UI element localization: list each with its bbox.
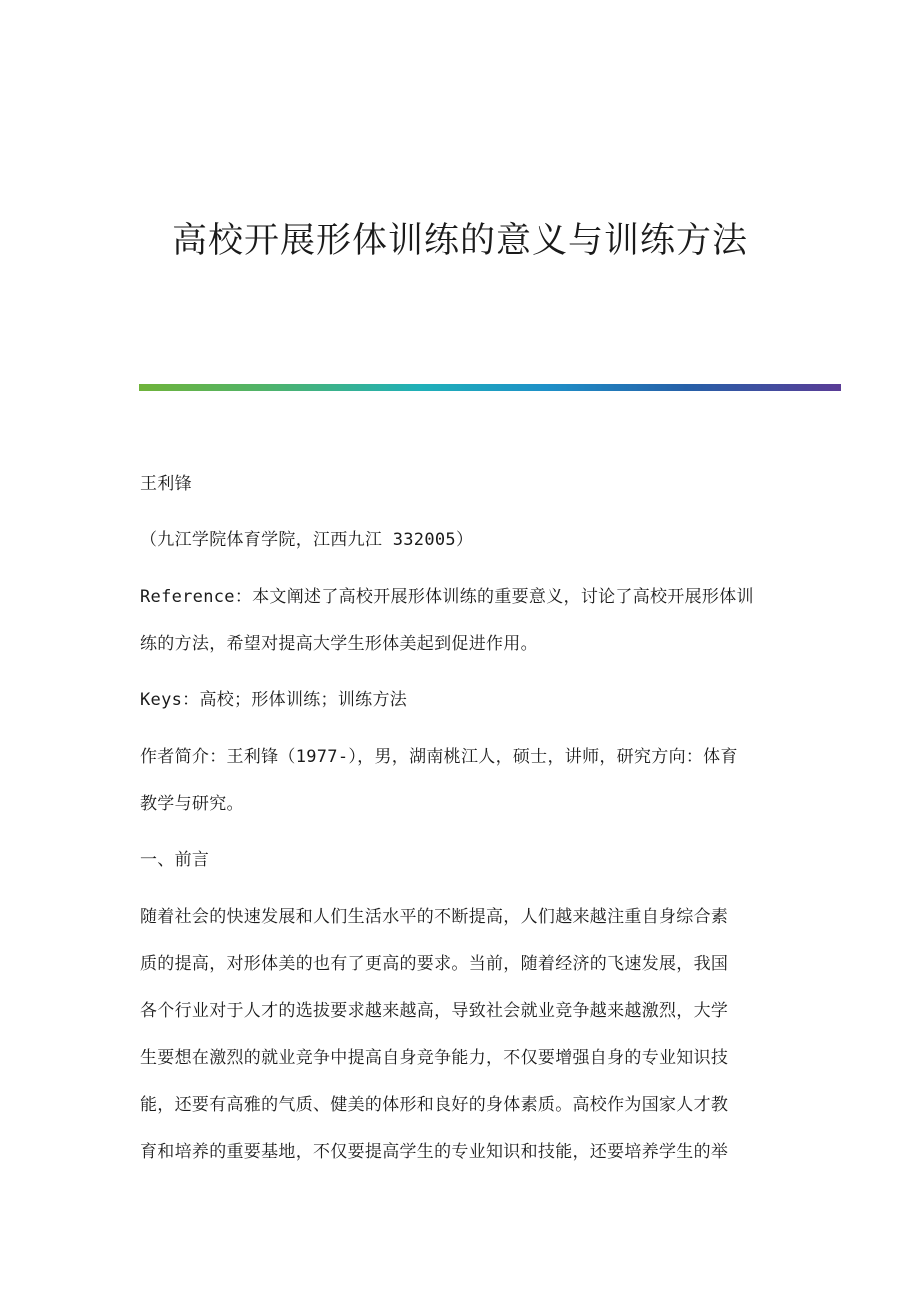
body-line: 能，还要有高雅的气质、健美的体形和良好的身体素质。高校作为国家人才教 [140,1095,729,1115]
body-line: 育和培养的重要基地，不仅要提高学生的专业知识和技能，还要培养学生的举 [140,1142,729,1162]
abstract-line: 练的方法，希望对提高大学生形体美起到促进作用。 [140,634,538,654]
author-bio-line: 作者简介：王利锋（1977-），男，湖南桃江人，硕士，讲师，研究方向：体育 [140,747,738,767]
author-affiliation: （九江学院体育学院，江西九江 332005） [140,530,474,550]
body-line: 随着社会的快速发展和人们生活水平的不断提高，人们越来越注重自身综合素 [140,907,729,927]
abstract-line: Reference：本文阐述了高校开展形体训练的重要意义，讨论了高校开展形体训 [140,587,754,607]
body-line: 生要想在激烈的就业竞争中提高自身竞争能力，不仅要增强自身的专业知识技 [140,1048,729,1068]
body-line: 各个行业对于人才的选拔要求越来越高，导致社会就业竞争越来越激烈，大学 [140,1001,729,1021]
author-name: 王利锋 [140,474,192,494]
document-title: 高校开展形体训练的意义与训练方法 [171,221,748,261]
author-bio-line: 教学与研究。 [140,794,244,814]
keywords: Keys：高校；形体训练；训练方法 [140,690,408,710]
title-divider [139,384,841,391]
body-line: 质的提高，对形体美的也有了更高的要求。当前，随着经济的飞速发展，我国 [140,954,729,974]
section-heading: 一、前言 [140,850,210,870]
